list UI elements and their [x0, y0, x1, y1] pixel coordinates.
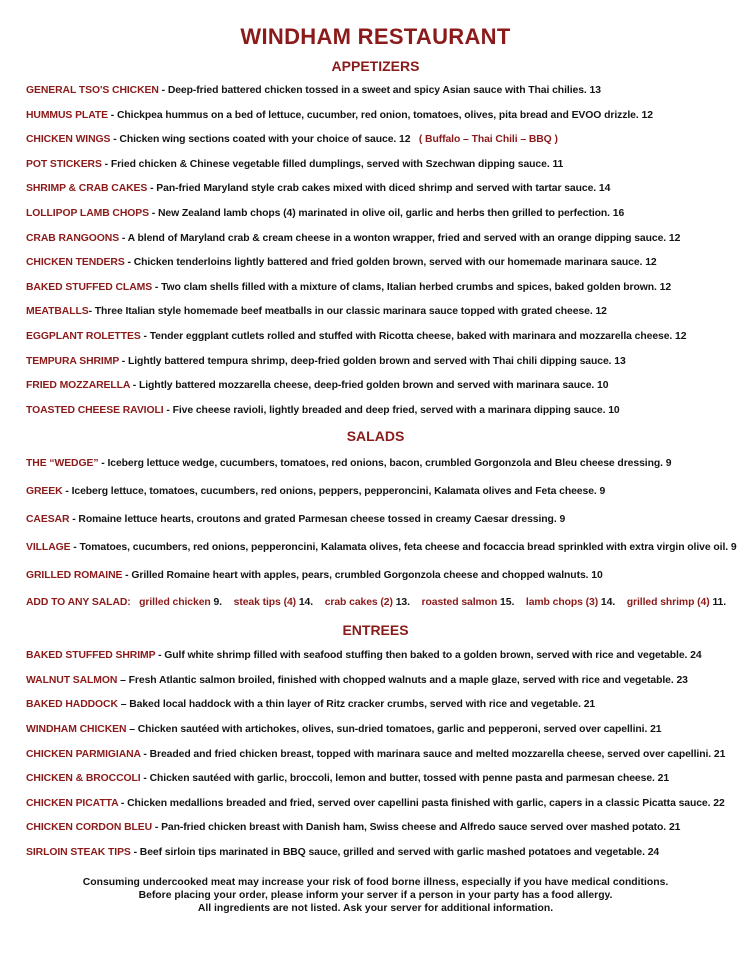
footer-line: All ingredients are not listed. Ask your server for additional information. — [197, 902, 554, 914]
appetizers-heading: APPETIZERS — [331, 58, 420, 74]
item-separator: – — [126, 724, 138, 736]
item-name: SIRLOIN STEAK TIPS — [26, 847, 131, 859]
item-name: BAKED HADDOCK — [26, 699, 118, 711]
menu-item — [26, 251, 751, 276]
menu-item — [26, 534, 751, 562]
menu-item — [26, 562, 751, 590]
item-separator: - — [107, 109, 117, 121]
item-separator: - — [122, 569, 132, 581]
item-separator: - — [152, 281, 162, 293]
item-name: SHRIMP & CRAB CAKES — [26, 183, 148, 195]
menu-item — [26, 792, 751, 817]
addon-price: 9. — [213, 597, 222, 609]
item-price: 21 — [713, 748, 726, 760]
item-description: Pan-fried Maryland style crab cakes mixed with diced shrimp and served with tartar sauce. — [156, 183, 597, 195]
item-separator: - — [119, 232, 128, 244]
menu-item — [26, 177, 751, 202]
item-price: 21 — [583, 699, 596, 711]
item-description: Chicken wing sections coated with your choice of sauce. — [119, 134, 397, 146]
item-description: Lightly battered tempura shrimp, deep-fried golden brown and served with Thai chili dipping sauce. — [127, 355, 612, 367]
item-description: Chicken sautéed with artichokes, olives, sun-dried tomatoes, garlic and pepperoni, served over capellini. — [137, 724, 648, 736]
item-separator: - — [140, 330, 150, 342]
item-separator: - — [62, 486, 72, 498]
item-separator: - — [155, 650, 165, 662]
item-separator: - — [98, 458, 108, 470]
item-name: THE “WEDGE” — [26, 458, 99, 470]
addons-label: ADD TO ANY SALAD: — [26, 597, 131, 609]
menu-item — [26, 478, 751, 506]
item-separator: - — [163, 404, 173, 416]
item-description: Five cheese ravioli, lightly breaded and deep fried, served with a marinara dipping sauce. — [172, 404, 606, 416]
addon-price: 15. — [500, 597, 515, 609]
item-name: CHICKEN PARMIGIANA — [26, 748, 141, 760]
item-name: WINDHAM CHICKEN — [26, 724, 127, 736]
item-description: Three Italian style homemade beef meatballs in our classic marinara sauce topped with grated cheese. — [94, 306, 593, 318]
item-description: Baked local haddock with a thin layer of Ritz cracker crumbs, served with rice and vegetable. — [129, 699, 581, 711]
item-separator: – — [117, 699, 130, 711]
menu-item — [26, 743, 751, 768]
item-separator: - — [70, 541, 80, 553]
item-price: 14 — [598, 183, 611, 195]
menu-item — [26, 79, 751, 104]
item-separator: - — [129, 380, 139, 392]
item-price: 12 — [399, 134, 411, 146]
item-price: 12 — [641, 109, 653, 121]
item-separator: - — [118, 797, 128, 809]
item-description: Gulf white shrimp filled with seafood stuffing then baked to a golden brown, served with rice and vegetable. — [164, 650, 688, 662]
item-name: EGGPLANT ROLETTES — [26, 330, 141, 342]
item-description: New Zealand lamb chops (4) marinated in olive oil, garlic and herbs then grilled to perfection. — [157, 207, 610, 219]
entrees-heading: ENTREES — [342, 622, 409, 639]
menu-item — [26, 399, 751, 424]
item-price: 12 — [645, 257, 657, 269]
item-description: Tender eggplant cutlets rolled and stuffed with Ricotta cheese, baked with marinara and mozzarella cheese. — [149, 330, 673, 342]
addon-price: 13. — [395, 597, 410, 609]
item-price: 13 — [614, 355, 626, 367]
item-name: BAKED STUFFED SHRIMP — [26, 650, 156, 662]
restaurant-title: WINDHAM RESTAURANT — [240, 24, 511, 49]
menu-item — [26, 300, 751, 325]
salad-addons — [26, 589, 751, 616]
menu-item — [26, 841, 751, 866]
item-name: CHICKEN PICATTA — [26, 797, 119, 809]
addon-price: 14. — [600, 597, 616, 609]
footer-line: Before placing your order, please inform your server if a person in your party has a food allergy. — [138, 889, 613, 901]
item-price: 23 — [676, 674, 688, 686]
item-price: 21 — [668, 822, 681, 834]
item-name: CHICKEN CORDON BLEU — [26, 822, 153, 834]
item-name: GRILLED ROMAINE — [26, 569, 123, 581]
item-name: VILLAGE — [26, 541, 71, 553]
addons-list — [133, 597, 732, 608]
menu-item — [26, 276, 751, 301]
item-description: Chickpea hummus on a bed of lettuce, cucumber, red onion, tomatoes, olives, pita bread and EVOO drizzle. — [116, 109, 639, 121]
menu-item — [26, 506, 751, 534]
item-separator: - — [110, 134, 120, 146]
item-name: GENERAL TSO'S CHICKEN — [26, 85, 159, 96]
item-price: 10 — [591, 569, 603, 581]
menu-item — [26, 693, 751, 718]
footer-disclaimer — [0, 876, 751, 915]
item-name: GREEK — [26, 486, 63, 498]
item-price: 12 — [675, 330, 687, 342]
item-name: LOLLIPOP LAMB CHOPS — [26, 207, 149, 219]
entrees-list — [0, 644, 751, 865]
item-separator: - — [101, 158, 111, 170]
menu-item — [26, 767, 751, 792]
item-separator: - — [124, 257, 134, 269]
item-separator: - — [88, 306, 95, 318]
item-price: 21 — [650, 724, 662, 736]
footer-line: Consuming undercooked meat may increase your risk of food borne illness, especially if you have medical conditions. — [82, 876, 669, 888]
item-name: CHICKEN & BROCCOLI — [26, 773, 141, 785]
item-price: 11 — [552, 158, 564, 170]
item-separator: - — [69, 513, 79, 525]
item-description: Grilled Romaine heart with apples, pears, crumbled Gorgonzola cheese and chopped walnuts. — [131, 569, 589, 581]
item-price: 12 — [595, 306, 607, 318]
item-separator: - — [130, 847, 140, 859]
item-description: Chicken tenderloins lightly battered and fried golden brown, served with our homemade marinara sauce. — [133, 257, 643, 269]
item-price: 10 — [597, 380, 609, 392]
item-description: Pan-fried chicken breast with Danish ham, Swiss cheese and Alfredo sauce served over mashed potato. — [161, 822, 667, 834]
addon-name: steak tips (4) — [233, 597, 297, 609]
item-price: 9 — [730, 541, 737, 553]
menu-item — [26, 153, 751, 178]
item-separator: – — [117, 674, 129, 686]
menu-item — [26, 718, 751, 743]
addon-name: crab cakes (2) — [324, 597, 393, 609]
item-separator: - — [118, 355, 128, 367]
item-price: 9 — [559, 513, 566, 525]
menu-item — [26, 325, 751, 350]
item-name: MEATBALLS — [26, 306, 89, 318]
item-price: 13 — [589, 85, 601, 96]
addon-price: 14. — [298, 597, 314, 609]
item-name: POT STICKERS — [26, 158, 102, 170]
item-description: Chicken medallions breaded and fried, served over capellini pasta finished with garlic, capers in a classic Picatta sauce. — [127, 797, 711, 809]
item-description: Breaded and fried chicken breast, topped with marinara sauce and melted mozzarella cheese, served over capellini. — [149, 748, 712, 760]
menu-item — [26, 202, 751, 227]
item-options: ( Buffalo – Thai Chili – BBQ ) — [418, 134, 558, 146]
item-name: TOASTED CHEESE RAVIOLI — [26, 404, 164, 416]
item-price: 16 — [612, 207, 625, 219]
item-description: Iceberg lettuce, tomatoes, cucumbers, red onions, peppers, pepperoncini, Kalamata olives and Feta cheese. — [71, 486, 597, 498]
addon-name: lamb chops (3) — [525, 597, 599, 609]
item-name: CHICKEN TENDERS — [26, 257, 125, 269]
item-price: 24 — [690, 650, 702, 662]
item-description: Fried chicken & Chinese vegetable filled dumplings, served with Szechwan dipping sauce. — [110, 158, 550, 170]
item-price: 22 — [713, 797, 725, 809]
menu-item — [26, 816, 751, 841]
item-description: Two clam shells filled with a mixture of clams, Italian herbed crumbs and spices, baked golden brown. — [161, 281, 657, 293]
item-description: Fresh Atlantic salmon broiled, finished with chopped walnuts and a maple glaze, served with rice and vegetable. — [128, 674, 674, 686]
item-separator: - — [140, 748, 150, 760]
item-price: 9 — [599, 486, 606, 498]
menu-item — [26, 374, 751, 399]
addon-name: roasted salmon — [421, 597, 498, 609]
item-name: BAKED STUFFED CLAMS — [26, 281, 153, 293]
item-name: WALNUT SALMON — [26, 674, 118, 686]
item-price: 21 — [657, 773, 670, 785]
item-separator: - — [140, 773, 150, 785]
item-description: A blend of Maryland crab & cream cheese in a wonton wrapper, fried and served with an orange dipping sauce. — [127, 232, 667, 244]
addon-name: grilled chicken — [139, 597, 211, 609]
salads-list — [0, 450, 751, 589]
menu-item — [26, 644, 751, 669]
item-separator: - — [152, 822, 162, 834]
menu-item — [26, 104, 751, 129]
item-name: TEMPURA SHRIMP — [26, 355, 119, 367]
item-description: Lightly battered mozzarella cheese, deep-fried golden brown and served with marinara sauce. — [138, 380, 595, 392]
item-name: HUMMUS PLATE — [26, 109, 108, 121]
item-separator: - — [148, 207, 158, 219]
item-description: Tomatoes, cucumbers, red onions, pepperoncini, Kalamata olives, feta cheese and focaccia bread sprinkled with extra virgin olive oil. — [79, 541, 729, 553]
item-price: 12 — [668, 232, 681, 244]
item-name: CHICKEN WINGS — [26, 134, 111, 146]
item-price: 24 — [647, 847, 660, 859]
item-price: 9 — [665, 458, 672, 470]
item-name: CAESAR — [26, 513, 70, 525]
menu-item — [26, 227, 751, 252]
item-description: Beef sirloin tips marinated in BBQ sauce, grilled and served with garlic mashed potatoes and vegetable. — [139, 847, 645, 859]
item-name: FRIED MOZZARELLA — [26, 380, 130, 392]
item-name: CRAB RANGOONS — [26, 232, 120, 244]
salads-heading: SALADS — [346, 428, 405, 445]
menu-item — [26, 350, 751, 375]
item-price: 12 — [659, 281, 672, 293]
menu-item — [26, 128, 751, 153]
addon-price: 11. — [712, 597, 727, 609]
item-description: Deep-fried battered chicken tossed in a sweet and spicy Asian sauce with Thai chilies. — [167, 85, 587, 96]
item-price: 10 — [608, 404, 620, 416]
item-description: Iceberg lettuce wedge, cucumbers, tomatoes, red onions, bacon, crumbled Gorgonzola and Bleu cheese dressing. — [107, 458, 663, 470]
addon-name: grilled shrimp (4) — [626, 597, 710, 609]
menu-item — [26, 669, 751, 694]
appetizers-list — [0, 79, 751, 423]
item-description: Romaine lettuce hearts, croutons and grated Parmesan cheese tossed in creamy Caesar dressing. — [78, 513, 557, 525]
item-separator: - — [147, 183, 157, 195]
menu-item — [26, 450, 751, 478]
item-separator: - — [158, 85, 168, 96]
item-description: Chicken sautéed with garlic, broccoli, lemon and butter, tossed with penne pasta and parmesan cheese. — [149, 773, 655, 785]
